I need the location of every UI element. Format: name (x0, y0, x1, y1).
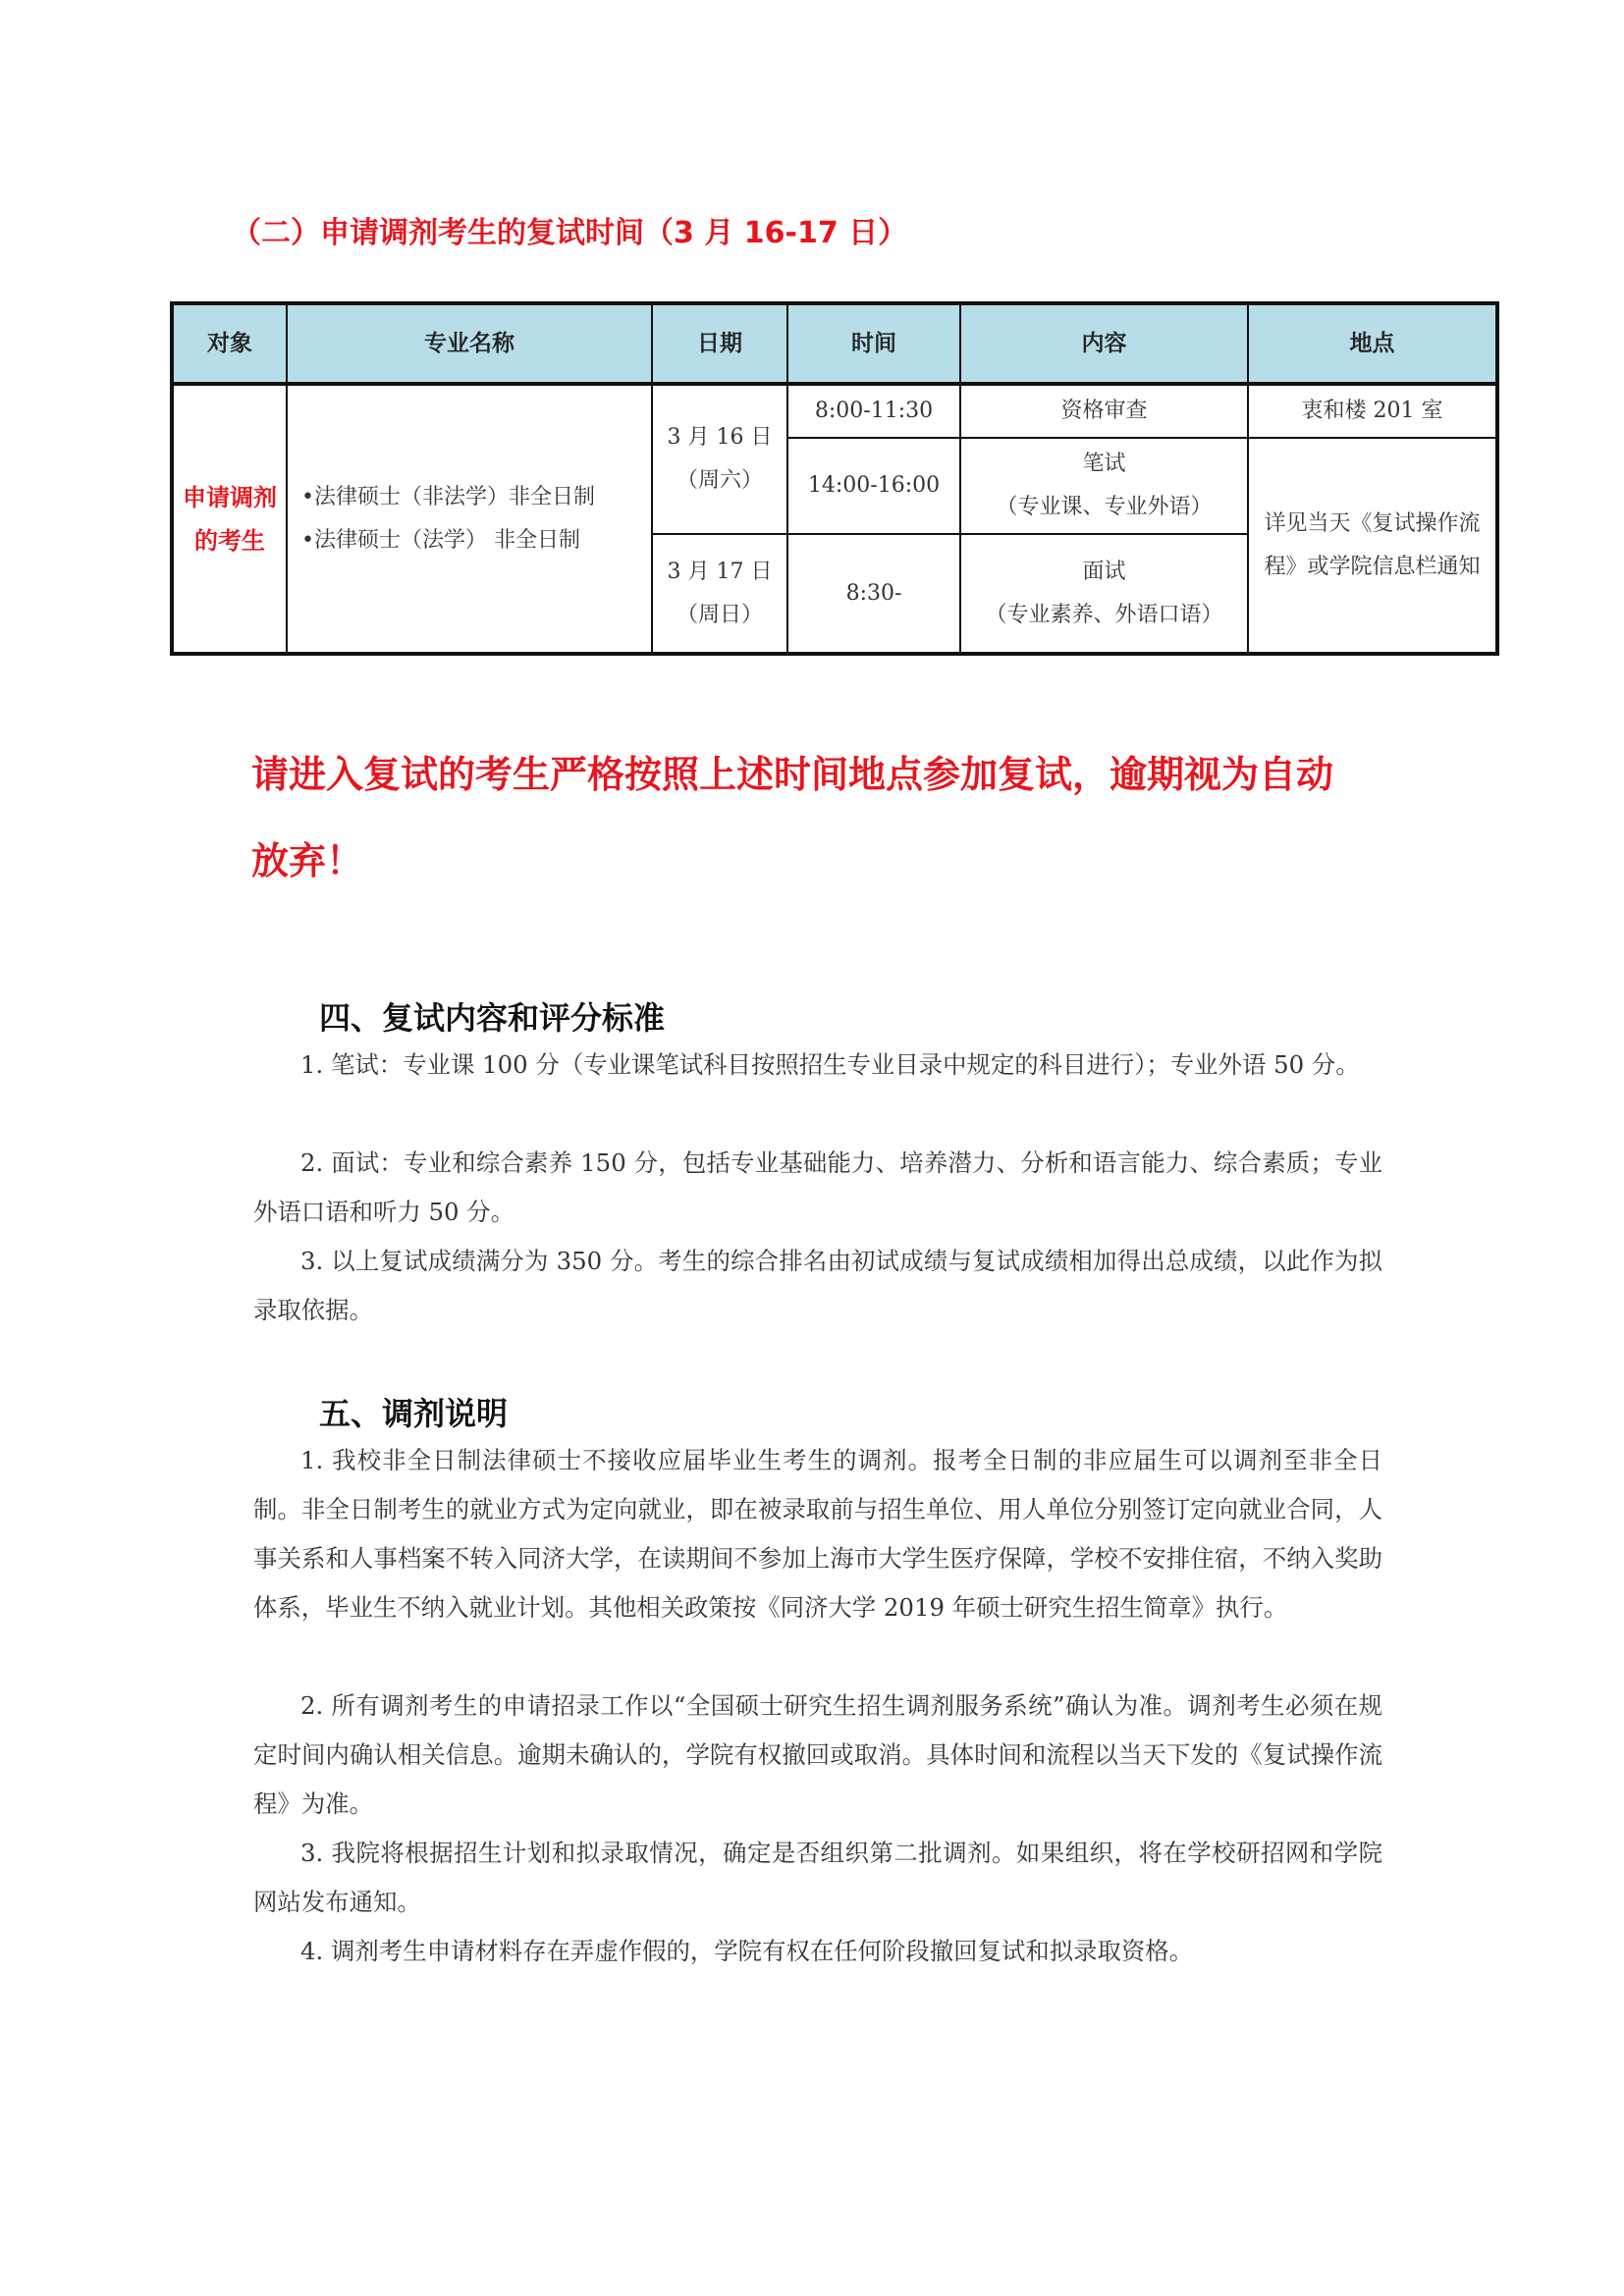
column-header: 专业名称 (287, 303, 652, 384)
content-detail: （专业素养、外语口语） (985, 602, 1223, 627)
weekday-text: （周日） (676, 602, 763, 627)
target-group-cell: 申请调剂的考生 (172, 384, 287, 654)
majors-cell (287, 384, 652, 654)
weekday-text: （周六） (676, 468, 763, 493)
deadline-warning-line-1: 请进入复试的考生严格按照上述时间地点参加复试，逾期视为自动 (251, 753, 1334, 796)
paragraph: 3. 以上复试成绩满分为 350 分。考生的综合排名由初试成绩与复试成绩相加得出总成绩，以此作为拟录取依据。 (253, 1247, 1382, 1324)
content-title: 面试 (1082, 559, 1126, 584)
paragraph: 1. 我校非全日制法律硕士不接收应届毕业生考生的调剂。报考全日制的非应届生可以调剂至非全日制。非全日制考生的就业方式为定向就业，即在被录取前与招生单位、用人单位分别签订定向就业合同，人事关系和人事档案不转入同济大学，在读期间不参加上海市大学生医疗保障，学校不安排住宿，不纳入奖助体系，毕业生不纳入就业计划。其他相关政策按《同济大学 2019 年硕士研究生招生简章》执行。 (253, 1446, 1382, 1622)
column-header: 日期 (652, 303, 787, 384)
column-header: 对象 (172, 303, 287, 384)
section-heading-adjustment: 五、调剂说明 (319, 1395, 509, 1432)
column-header: 时间 (787, 303, 960, 384)
retest-schedule-table (170, 301, 1499, 656)
sub-heading-retest-schedule: （二）申请调剂考生的复试时间（3 月 16-17 日） (232, 216, 908, 250)
paragraph: 4. 调剂考生申请材料存在弄虚作假的，学院有权在任何阶段撤回复试和拟录取资格。 (300, 1937, 1194, 1965)
location-cell: 衷和楼 201 室 (1248, 384, 1497, 438)
date-cell (652, 384, 787, 534)
major-item: •法律硕士（法学） 非全日制 (301, 527, 580, 553)
column-header: 内容 (960, 303, 1248, 384)
table-row (172, 384, 1497, 438)
date-text: 3 月 17 日 (667, 559, 773, 584)
section-heading-scoring: 四、复试内容和评分标准 (319, 999, 666, 1037)
column-header: 地点 (1248, 303, 1497, 384)
location-cell-merged: 详见当天《复试操作流程》或学院信息栏通知 (1248, 438, 1497, 654)
major-item: •法律硕士（非法学）非全日制 (301, 484, 595, 509)
paragraph: 2. 面试：专业和综合素养 150 分，包括专业基础能力、培养潜力、分析和语言能力、综合素质；专业外语口语和听力 50 分。 (253, 1148, 1382, 1226)
date-cell (652, 534, 787, 654)
paragraph: 3. 我院将根据招生计划和拟录取情况，确定是否组织第二批调剂。如果组织，将在学校研招网和学院网站发布通知。 (253, 1839, 1382, 1916)
time-cell: 8:30- (787, 534, 960, 654)
time-cell: 14:00-16:00 (787, 438, 960, 534)
content-cell: 资格审查 (960, 384, 1248, 438)
paragraph: 1. 笔试：专业课 100 分（专业课笔试科目按照招生专业目录中规定的科目进行）；专业外语 50 分。 (300, 1050, 1360, 1079)
time-cell: 8:00-11:30 (787, 384, 960, 438)
deadline-warning-line-2: 放弃！ (251, 839, 364, 882)
content-cell (960, 438, 1248, 534)
paragraph: 2. 所有调剂考生的申请招录工作以“全国硕士研究生招生调剂服务系统”确认为准。调剂考生必须在规定时间内确认相关信息。逾期未确认的，学院有权撤回或取消。具体时间和流程以当天下发的《复试操作流程》为准。 (253, 1691, 1382, 1818)
content-title: 笔试 (1082, 452, 1126, 476)
content-cell (960, 534, 1248, 654)
table-header-row (172, 303, 1497, 384)
date-text: 3 月 16 日 (667, 425, 773, 450)
content-detail: （专业课、专业外语） (996, 495, 1213, 519)
